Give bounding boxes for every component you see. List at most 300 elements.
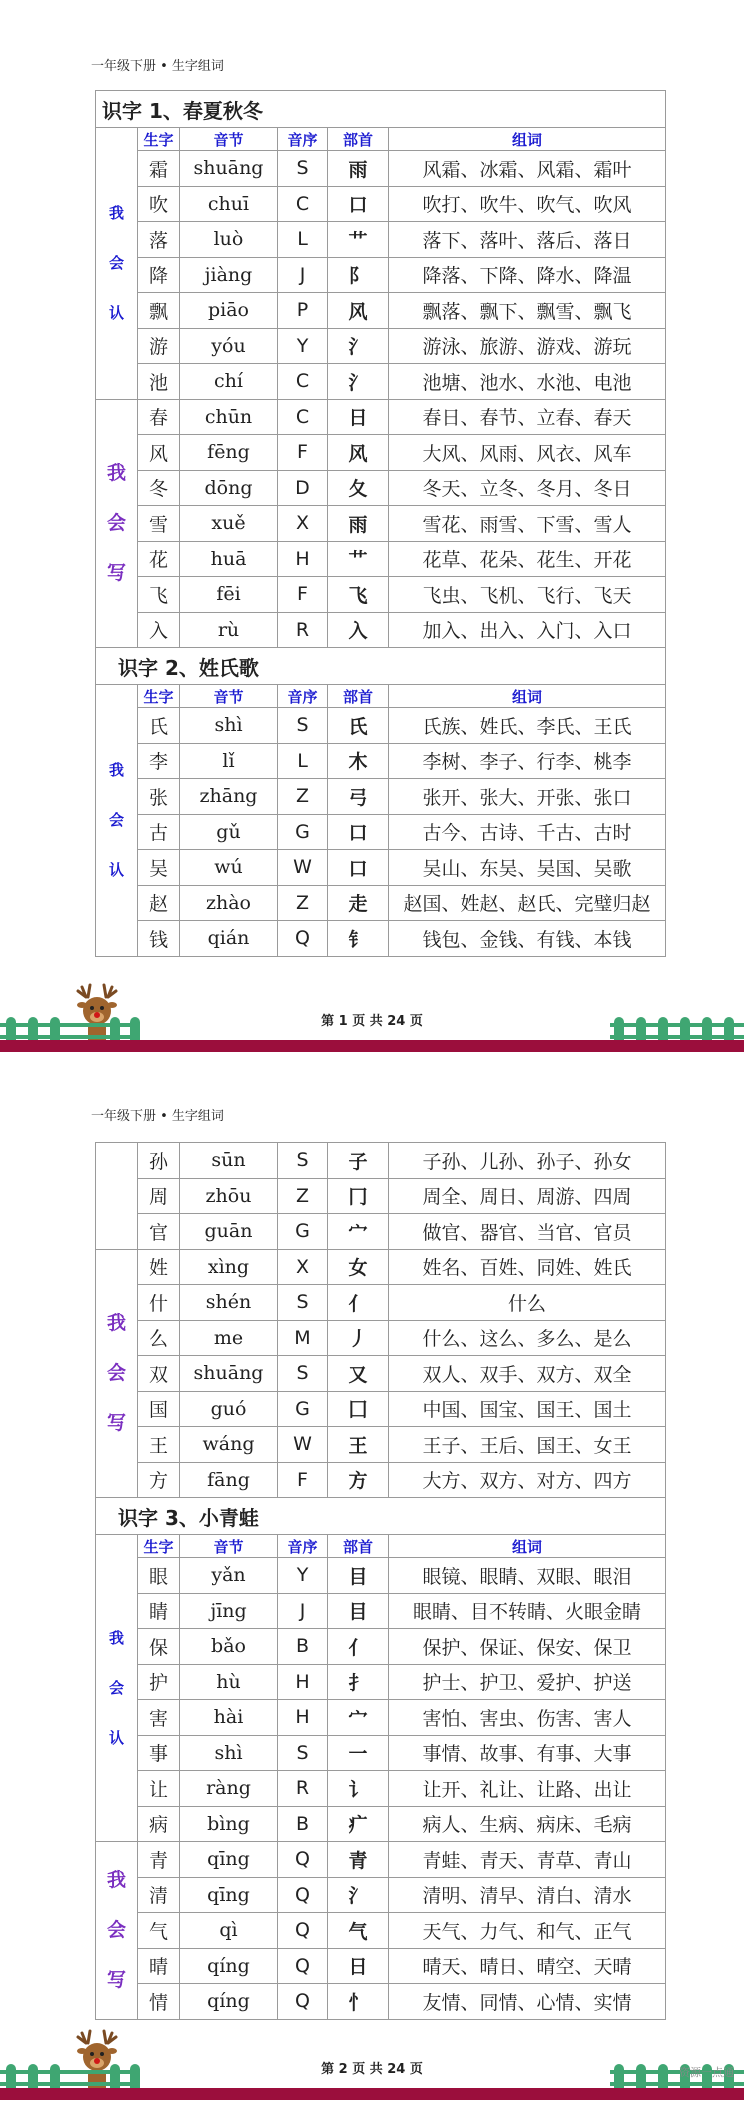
vocab-words: 周全、周日、周游、四周 bbox=[389, 1178, 666, 1214]
vocab-radical: 目 bbox=[328, 1558, 389, 1594]
vocab-table-page-1 bbox=[95, 90, 666, 957]
vocab-radical: 子 bbox=[328, 1143, 389, 1179]
vocab-words: 赵国、姓赵、赵氏、完璧归赵 bbox=[389, 885, 666, 921]
vocab-radical: 口 bbox=[328, 814, 389, 850]
vocab-pinyin: yǎn bbox=[180, 1558, 278, 1594]
vocab-words: 春日、春节、立春、春天 bbox=[389, 399, 666, 435]
lesson-title-row bbox=[96, 648, 666, 685]
vocab-radical: 王 bbox=[328, 1427, 389, 1463]
vocab-char: 害 bbox=[138, 1700, 180, 1736]
vocab-pinyin: rù bbox=[180, 612, 278, 648]
vocab-radical: 丿 bbox=[328, 1320, 389, 1356]
vocab-order-letter: W bbox=[278, 1427, 328, 1463]
vocab-radical: 囗 bbox=[328, 1391, 389, 1427]
vocab-radical: 疒 bbox=[328, 1806, 389, 1842]
vocab-order-letter: S bbox=[278, 1143, 328, 1179]
vocab-order-letter: C bbox=[278, 364, 328, 400]
section-label-char: 写 bbox=[106, 562, 126, 585]
vocab-order-letter: Z bbox=[278, 779, 328, 815]
vocab-order-letter: Y bbox=[278, 1558, 328, 1594]
section-label-char: 我 bbox=[108, 204, 124, 223]
vocab-radical: 亻 bbox=[328, 1285, 389, 1321]
vocab-row bbox=[96, 151, 666, 187]
vocab-words: 钱包、金钱、有钱、本钱 bbox=[389, 921, 666, 957]
vocab-row bbox=[96, 577, 666, 613]
vocab-radical: 风 bbox=[328, 435, 389, 471]
vocab-radical: 飞 bbox=[328, 577, 389, 613]
vocab-char: 风 bbox=[138, 435, 180, 471]
section-label-char: 写 bbox=[106, 1412, 126, 1435]
page-number: 第 1 页 共 24 页 bbox=[321, 1014, 423, 1029]
header-order: 音序 bbox=[278, 685, 328, 708]
vocab-char: 花 bbox=[138, 541, 180, 577]
vocab-order-letter: Q bbox=[278, 1984, 328, 2020]
vocab-order-letter: L bbox=[278, 743, 328, 779]
vocab-order-letter: W bbox=[278, 850, 328, 886]
vocab-row bbox=[96, 1664, 666, 1700]
vocab-order-letter: S bbox=[278, 1356, 328, 1392]
footer-ribbon bbox=[0, 2088, 744, 2100]
vocab-order-letter: Q bbox=[278, 1913, 328, 1949]
section-label bbox=[96, 1842, 138, 2020]
vocab-radical: 氏 bbox=[328, 708, 389, 744]
section-label-char: 我 bbox=[108, 1629, 124, 1647]
section-label-char: 会 bbox=[108, 1679, 124, 1697]
vocab-pinyin: zhāng bbox=[180, 779, 278, 815]
vocab-char: 官 bbox=[138, 1214, 180, 1250]
vocab-row bbox=[96, 1558, 666, 1594]
vocab-order-letter: Q bbox=[278, 1948, 328, 1984]
vocab-words: 让开、礼让、让路、出让 bbox=[389, 1771, 666, 1807]
vocab-words: 大方、双方、对方、四方 bbox=[389, 1462, 666, 1498]
lesson-title-row bbox=[96, 91, 666, 128]
vocab-pinyin: qīng bbox=[180, 1877, 278, 1913]
vocab-words: 双人、双手、双方、双全 bbox=[389, 1356, 666, 1392]
vocab-char: 清 bbox=[138, 1877, 180, 1913]
header-char: 生字 bbox=[138, 128, 180, 151]
vocab-char: 霜 bbox=[138, 151, 180, 187]
vocab-char: 孙 bbox=[138, 1143, 180, 1179]
vocab-order-letter: H bbox=[278, 1700, 328, 1736]
vocab-char: 池 bbox=[138, 364, 180, 400]
vocab-radical: 又 bbox=[328, 1356, 389, 1392]
vocab-row bbox=[96, 708, 666, 744]
vocab-words: 姓名、百姓、同姓、姓氏 bbox=[389, 1249, 666, 1285]
vocab-char: 李 bbox=[138, 743, 180, 779]
vocab-words: 病人、生病、病床、毛病 bbox=[389, 1806, 666, 1842]
vocab-words: 天气、力气、和气、正气 bbox=[389, 1913, 666, 1949]
vocab-pinyin: hài bbox=[180, 1700, 278, 1736]
page-number: 第 2 页 共 24 页 bbox=[321, 2062, 423, 2077]
vocab-pinyin: chuī bbox=[180, 186, 278, 222]
vocab-words: 子孙、儿孙、孙子、孙女 bbox=[389, 1143, 666, 1179]
section-label-char: 会 bbox=[108, 254, 124, 273]
section-label-char: 我 bbox=[106, 1869, 126, 1892]
section-label bbox=[96, 685, 138, 957]
vocab-char: 冬 bbox=[138, 470, 180, 506]
vocab-char: 事 bbox=[138, 1735, 180, 1771]
vocab-words: 飘落、飘下、飘雪、飘飞 bbox=[389, 293, 666, 329]
vocab-char: 青 bbox=[138, 1842, 180, 1878]
vocab-row bbox=[96, 921, 666, 957]
header-char: 生字 bbox=[138, 1535, 180, 1558]
vocab-pinyin: shén bbox=[180, 1285, 278, 1321]
vocab-order-letter: S bbox=[278, 1285, 328, 1321]
vocab-radical: 艹 bbox=[328, 222, 389, 258]
vocab-radical: 冂 bbox=[328, 1178, 389, 1214]
vocab-char: 入 bbox=[138, 612, 180, 648]
vocab-words: 冬天、立冬、冬月、冬日 bbox=[389, 470, 666, 506]
vocab-radical: 亻 bbox=[328, 1629, 389, 1665]
vocab-pinyin: chūn bbox=[180, 399, 278, 435]
vocab-row bbox=[96, 743, 666, 779]
vocab-row bbox=[96, 1356, 666, 1392]
header-order: 音序 bbox=[278, 1535, 328, 1558]
vocab-char: 降 bbox=[138, 257, 180, 293]
vocab-order-letter: Y bbox=[278, 328, 328, 364]
vocab-char: 保 bbox=[138, 1629, 180, 1665]
section-label-char: 会 bbox=[108, 811, 124, 830]
vocab-row bbox=[96, 1462, 666, 1498]
vocab-char: 雪 bbox=[138, 506, 180, 542]
vocab-char: 吴 bbox=[138, 850, 180, 886]
vocab-radical: 讠 bbox=[328, 1771, 389, 1807]
vocab-order-letter: D bbox=[278, 470, 328, 506]
vocab-table-page-2 bbox=[95, 1142, 666, 2020]
vocab-radical: 日 bbox=[328, 399, 389, 435]
vocab-order-letter: C bbox=[278, 399, 328, 435]
vocab-radical: 雨 bbox=[328, 151, 389, 187]
column-header-row bbox=[96, 685, 666, 708]
vocab-pinyin: shuāng bbox=[180, 1356, 278, 1392]
vocab-radical: 钅 bbox=[328, 921, 389, 957]
vocab-order-letter: G bbox=[278, 1214, 328, 1250]
vocab-words: 清明、清早、清白、清水 bbox=[389, 1877, 666, 1913]
vocab-char: 张 bbox=[138, 779, 180, 815]
footer-ribbon bbox=[0, 1040, 744, 1052]
vocab-radical: 氵 bbox=[328, 364, 389, 400]
vocab-pinyin: zhōu bbox=[180, 1178, 278, 1214]
vocab-words: 氏族、姓氏、李氏、王氏 bbox=[389, 708, 666, 744]
lesson-title: 识字 1、春夏秋冬 bbox=[96, 91, 666, 128]
vocab-pinyin: fēng bbox=[180, 435, 278, 471]
vocab-row bbox=[96, 435, 666, 471]
vocab-order-letter: B bbox=[278, 1629, 328, 1665]
vocab-row bbox=[96, 1877, 666, 1913]
vocab-words: 张开、张大、开张、张口 bbox=[389, 779, 666, 815]
vocab-order-letter: G bbox=[278, 814, 328, 850]
header-words: 组词 bbox=[389, 128, 666, 151]
vocab-radical: 青 bbox=[328, 1842, 389, 1878]
vocab-radical: 风 bbox=[328, 293, 389, 329]
vocab-pinyin: qíng bbox=[180, 1948, 278, 1984]
section-label bbox=[96, 399, 138, 648]
header-words: 组词 bbox=[389, 685, 666, 708]
header-words: 组词 bbox=[389, 1535, 666, 1558]
vocab-order-letter: S bbox=[278, 151, 328, 187]
vocab-pinyin: jiàng bbox=[180, 257, 278, 293]
vocab-pinyin: yóu bbox=[180, 328, 278, 364]
vocab-pinyin: me bbox=[180, 1320, 278, 1356]
vocab-row bbox=[96, 779, 666, 815]
vocab-words: 古今、古诗、千古、古时 bbox=[389, 814, 666, 850]
vocab-char: 赵 bbox=[138, 885, 180, 921]
vocab-pinyin: qián bbox=[180, 921, 278, 957]
vocab-row bbox=[96, 399, 666, 435]
vocab-pinyin: shì bbox=[180, 1735, 278, 1771]
header-radical: 部首 bbox=[328, 128, 389, 151]
vocab-pinyin: qīng bbox=[180, 1842, 278, 1878]
vocab-char: 气 bbox=[138, 1913, 180, 1949]
doc-header: 一年级下册 • 生字组词 bbox=[91, 1109, 224, 1124]
vocab-radical: 走 bbox=[328, 885, 389, 921]
vocab-char: 氏 bbox=[138, 708, 180, 744]
vocab-order-letter: Q bbox=[278, 1842, 328, 1878]
vocab-order-letter: F bbox=[278, 435, 328, 471]
vocab-words: 加入、出入、入门、入口 bbox=[389, 612, 666, 648]
vocab-pinyin: wáng bbox=[180, 1427, 278, 1463]
section-label-char: 我 bbox=[106, 462, 126, 485]
vocab-pinyin: lǐ bbox=[180, 743, 278, 779]
vocab-char: 晴 bbox=[138, 1948, 180, 1984]
vocab-words: 眼镜、眼睛、双眼、眼泪 bbox=[389, 1558, 666, 1594]
vocab-pinyin: fāng bbox=[180, 1462, 278, 1498]
vocab-radical: 日 bbox=[328, 1948, 389, 1984]
section-label bbox=[96, 128, 138, 400]
vocab-char: 古 bbox=[138, 814, 180, 850]
vocab-radical: 阝 bbox=[328, 257, 389, 293]
vocab-char: 游 bbox=[138, 328, 180, 364]
vocab-words: 游泳、旅游、游戏、游玩 bbox=[389, 328, 666, 364]
vocab-pinyin: guān bbox=[180, 1214, 278, 1250]
vocab-row bbox=[96, 850, 666, 886]
vocab-row bbox=[96, 814, 666, 850]
section-label-char: 认 bbox=[108, 304, 124, 323]
vocab-words: 害怕、害虫、伤害、害人 bbox=[389, 1700, 666, 1736]
vocab-words: 李树、李子、行李、桃李 bbox=[389, 743, 666, 779]
column-header-row bbox=[96, 128, 666, 151]
vocab-words: 飞虫、飞机、飞行、飞天 bbox=[389, 577, 666, 613]
header-order: 音序 bbox=[278, 128, 328, 151]
vocab-char: 国 bbox=[138, 1391, 180, 1427]
vocab-char: 情 bbox=[138, 1984, 180, 2020]
vocab-char: 什 bbox=[138, 1285, 180, 1321]
vocab-char: 周 bbox=[138, 1178, 180, 1214]
page-2 bbox=[0, 1052, 744, 2104]
vocab-pinyin: wú bbox=[180, 850, 278, 886]
section-label-char: 认 bbox=[108, 861, 124, 880]
header-radical: 部首 bbox=[328, 1535, 389, 1558]
vocab-words: 友情、同情、心情、实情 bbox=[389, 1984, 666, 2020]
section-label-char: 会 bbox=[106, 1919, 126, 1942]
vocab-row bbox=[96, 1249, 666, 1285]
vocab-pinyin: dōng bbox=[180, 470, 278, 506]
vocab-words: 护士、护卫、爱护、护送 bbox=[389, 1664, 666, 1700]
vocab-pinyin: fēi bbox=[180, 577, 278, 613]
vocab-row bbox=[96, 1771, 666, 1807]
header-pinyin: 音节 bbox=[180, 128, 278, 151]
vocab-words: 雪花、雨雪、下雪、雪人 bbox=[389, 506, 666, 542]
vocab-radical: 艹 bbox=[328, 541, 389, 577]
vocab-order-letter: M bbox=[278, 1320, 328, 1356]
section-label bbox=[96, 1143, 138, 1250]
vocab-pinyin: gǔ bbox=[180, 814, 278, 850]
vocab-order-letter: R bbox=[278, 612, 328, 648]
vocab-pinyin: bìng bbox=[180, 1806, 278, 1842]
vocab-char: 么 bbox=[138, 1320, 180, 1356]
vocab-radical: 一 bbox=[328, 1735, 389, 1771]
vocab-radical: 口 bbox=[328, 186, 389, 222]
vocab-row bbox=[96, 257, 666, 293]
vocab-order-letter: B bbox=[278, 1806, 328, 1842]
vocab-char: 吹 bbox=[138, 186, 180, 222]
header-pinyin: 音节 bbox=[180, 1535, 278, 1558]
vocab-char: 护 bbox=[138, 1664, 180, 1700]
vocab-radical: 忄 bbox=[328, 1984, 389, 2020]
vocab-order-letter: L bbox=[278, 222, 328, 258]
section-label-char: 会 bbox=[106, 512, 126, 535]
vocab-words: 王子、王后、国王、女王 bbox=[389, 1427, 666, 1463]
vocab-order-letter: R bbox=[278, 1771, 328, 1807]
vocab-pinyin: bǎo bbox=[180, 1629, 278, 1665]
vocab-row bbox=[96, 1391, 666, 1427]
vocab-words: 池塘、池水、水池、电池 bbox=[389, 364, 666, 400]
vocab-order-letter: S bbox=[278, 1735, 328, 1771]
vocab-order-letter: Q bbox=[278, 1877, 328, 1913]
vocab-words: 吴山、东吴、吴国、吴歌 bbox=[389, 850, 666, 886]
vocab-pinyin: luò bbox=[180, 222, 278, 258]
vocab-char: 病 bbox=[138, 1806, 180, 1842]
lesson-title-row bbox=[96, 1498, 666, 1535]
lesson-title: 识字 2、姓氏歌 bbox=[96, 648, 666, 685]
vocab-order-letter: X bbox=[278, 506, 328, 542]
vocab-char: 飘 bbox=[138, 293, 180, 329]
vocab-words: 中国、国宝、国王、国土 bbox=[389, 1391, 666, 1427]
vocab-char: 春 bbox=[138, 399, 180, 435]
vocab-row bbox=[96, 222, 666, 258]
vocab-row bbox=[96, 1842, 666, 1878]
header-radical: 部首 bbox=[328, 685, 389, 708]
vocab-words: 什么、这么、多么、是么 bbox=[389, 1320, 666, 1356]
vocab-row bbox=[96, 1735, 666, 1771]
column-header-row bbox=[96, 1535, 666, 1558]
vocab-radical: 弓 bbox=[328, 779, 389, 815]
vocab-radical: 夂 bbox=[328, 470, 389, 506]
vocab-order-letter: Z bbox=[278, 885, 328, 921]
vocab-pinyin: ràng bbox=[180, 1771, 278, 1807]
vocab-row bbox=[96, 186, 666, 222]
section-label-char: 写 bbox=[106, 1969, 126, 1992]
vocab-radical: 女 bbox=[328, 1249, 389, 1285]
vocab-row bbox=[96, 364, 666, 400]
doc-header: 一年级下册 • 生字组词 bbox=[91, 59, 224, 74]
vocab-words: 晴天、晴日、晴空、天晴 bbox=[389, 1948, 666, 1984]
vocab-pinyin: zhào bbox=[180, 885, 278, 921]
vocab-row bbox=[96, 1285, 666, 1321]
vocab-order-letter: F bbox=[278, 1462, 328, 1498]
vocab-row bbox=[96, 1806, 666, 1842]
vocab-words: 保护、保证、保安、保卫 bbox=[389, 1629, 666, 1665]
vocab-pinyin: shì bbox=[180, 708, 278, 744]
vocab-order-letter: H bbox=[278, 1664, 328, 1700]
vocab-pinyin: shuāng bbox=[180, 151, 278, 187]
vocab-order-letter: F bbox=[278, 577, 328, 613]
vocab-words: 大风、风雨、风衣、风车 bbox=[389, 435, 666, 471]
section-label-char: 认 bbox=[108, 1729, 124, 1747]
vocab-words: 青蛙、青天、青草、青山 bbox=[389, 1842, 666, 1878]
vocab-row bbox=[96, 293, 666, 329]
header-pinyin: 音节 bbox=[180, 685, 278, 708]
vocab-row bbox=[96, 470, 666, 506]
vocab-order-letter: P bbox=[278, 293, 328, 329]
vocab-radical: 氵 bbox=[328, 1877, 389, 1913]
vocab-order-letter: H bbox=[278, 541, 328, 577]
vocab-char: 飞 bbox=[138, 577, 180, 613]
vocab-pinyin: hù bbox=[180, 1664, 278, 1700]
vocab-row bbox=[96, 1700, 666, 1736]
vocab-radical: 目 bbox=[328, 1593, 389, 1629]
vocab-char: 王 bbox=[138, 1427, 180, 1463]
vocab-char: 钱 bbox=[138, 921, 180, 957]
vocab-radical: 气 bbox=[328, 1913, 389, 1949]
vocab-radical: 氵 bbox=[328, 328, 389, 364]
vocab-row bbox=[96, 1913, 666, 1949]
vocab-row bbox=[96, 885, 666, 921]
vocab-row bbox=[96, 328, 666, 364]
vocab-char: 让 bbox=[138, 1771, 180, 1807]
vocab-words: 事情、故事、有事、大事 bbox=[389, 1735, 666, 1771]
section-label-char: 会 bbox=[106, 1362, 126, 1385]
vocab-order-letter: S bbox=[278, 708, 328, 744]
vocab-pinyin: qì bbox=[180, 1913, 278, 1949]
vocab-radical: 入 bbox=[328, 612, 389, 648]
vocab-char: 落 bbox=[138, 222, 180, 258]
vocab-radical: 方 bbox=[328, 1462, 389, 1498]
vocab-row bbox=[96, 1143, 666, 1179]
vocab-radical: 扌 bbox=[328, 1664, 389, 1700]
vocab-row bbox=[96, 1214, 666, 1250]
vocab-char: 眼 bbox=[138, 1558, 180, 1594]
vocab-row bbox=[96, 612, 666, 648]
vocab-pinyin: xuě bbox=[180, 506, 278, 542]
vocab-pinyin: guó bbox=[180, 1391, 278, 1427]
vocab-char: 方 bbox=[138, 1462, 180, 1498]
vocab-pinyin: chí bbox=[180, 364, 278, 400]
vocab-order-letter: Q bbox=[278, 921, 328, 957]
watermark: 资源一点通 bbox=[679, 2066, 734, 2079]
vocab-row bbox=[96, 1593, 666, 1629]
vocab-order-letter: J bbox=[278, 257, 328, 293]
vocab-radical: 木 bbox=[328, 743, 389, 779]
vocab-radical: 口 bbox=[328, 850, 389, 886]
lesson-title: 识字 3、小青蛙 bbox=[96, 1498, 666, 1535]
vocab-pinyin: sūn bbox=[180, 1143, 278, 1179]
vocab-row bbox=[96, 1948, 666, 1984]
vocab-row bbox=[96, 1320, 666, 1356]
vocab-words: 什么 bbox=[389, 1285, 666, 1321]
section-label bbox=[96, 1535, 138, 1842]
vocab-pinyin: qíng bbox=[180, 1984, 278, 2020]
vocab-words: 花草、花朵、花生、开花 bbox=[389, 541, 666, 577]
vocab-words: 做官、器官、当官、官员 bbox=[389, 1214, 666, 1250]
vocab-words: 落下、落叶、落后、落日 bbox=[389, 222, 666, 258]
vocab-row bbox=[96, 1984, 666, 2020]
vocab-order-letter: C bbox=[278, 186, 328, 222]
vocab-order-letter: X bbox=[278, 1249, 328, 1285]
vocab-row bbox=[96, 1178, 666, 1214]
vocab-row bbox=[96, 1427, 666, 1463]
vocab-words: 风霜、冰霜、风霜、霜叶 bbox=[389, 151, 666, 187]
